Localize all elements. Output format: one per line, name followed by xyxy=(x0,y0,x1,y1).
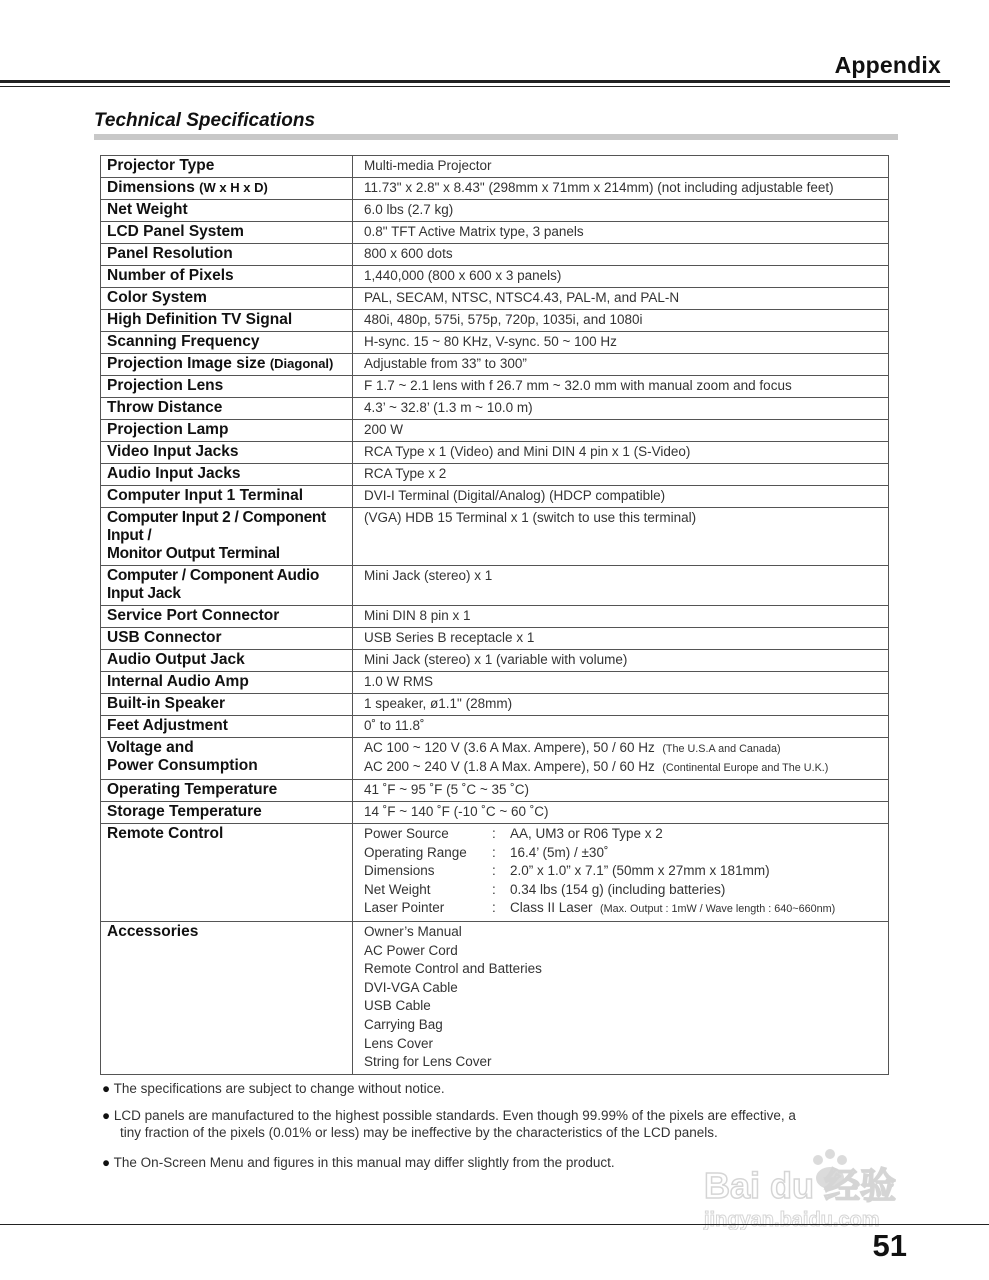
remote-spec-colon: : xyxy=(492,900,496,916)
spec-value: Multi-media Projector xyxy=(353,156,889,178)
spec-row-color-system xyxy=(101,288,889,310)
spec-value: DVI-I Terminal (Digital/Analog) (HDCP compatible) xyxy=(353,486,889,508)
note-item xyxy=(102,1080,888,1097)
spec-row-audio-input-jacks xyxy=(101,464,889,486)
accessory-item: String for Lens Cover xyxy=(364,1054,492,1070)
spec-label-line: Computer Input 2 / Component Input / xyxy=(107,509,326,544)
remote-spec-value xyxy=(510,899,882,919)
spec-row-projector-type xyxy=(101,156,889,178)
spec-value: 14 ˚F ~ 140 ˚F (-10 ˚C ~ 60 ˚C) xyxy=(353,802,889,824)
title-underline xyxy=(94,134,898,140)
spec-label xyxy=(101,178,353,200)
remote-spec-key: Operating Range xyxy=(364,844,467,860)
spec-label: Scanning Frequency xyxy=(101,332,353,354)
spec-value: Mini Jack (stereo) x 1 xyxy=(353,566,889,606)
remote-spec-row xyxy=(364,862,882,881)
paw-icon-dot xyxy=(837,1155,847,1165)
remote-spec-value: 0.34 lbs (154 g) (including batteries) xyxy=(510,881,726,897)
spec-row-projection-lens xyxy=(101,376,889,398)
spec-value: RCA Type x 2 xyxy=(353,464,889,486)
remote-spec-key: Net Weight xyxy=(364,881,431,897)
voltage-text: AC 200 ~ 240 V (1.8 A Max. Ampere), 50 / 60 Hz xyxy=(364,759,655,774)
spec-value: 4.3’ ~ 32.8’ (1.3 m ~ 10.0 m) xyxy=(353,398,889,420)
spec-value: 41 ˚F ~ 95 ˚F (5 ˚C ~ 35 ˚C) xyxy=(353,780,889,802)
spec-value: PAL, SECAM, NTSC, NTSC4.43, PAL-M, and PAL-N xyxy=(353,288,889,310)
spec-label: High Definition TV Signal xyxy=(101,310,353,332)
spec-label: Built-in Speaker xyxy=(101,694,353,716)
spec-label: Audio Input Jacks xyxy=(101,464,353,486)
spec-label: Internal Audio Amp xyxy=(101,672,353,694)
spec-label-line: Power Consumption xyxy=(107,757,258,774)
bullet-icon: ● xyxy=(102,1081,111,1096)
spec-row-service-port xyxy=(101,606,889,628)
accessory-item: Owner’s Manual xyxy=(364,923,462,939)
spec-row-projection-lamp xyxy=(101,420,889,442)
footer-rule xyxy=(0,1224,989,1225)
spec-value: (VGA) HDB 15 Terminal x 1 (switch to use this terminal) xyxy=(353,508,889,566)
spec-value: USB Series B receptacle x 1 xyxy=(353,628,889,650)
spec-value: 0˚ to 11.8˚ xyxy=(353,716,889,738)
section-heading: Appendix xyxy=(834,52,941,78)
voltage-region-note: (The U.S.A and Canada) xyxy=(662,743,781,755)
spec-value: 1 speaker, ø1.1" (28mm) xyxy=(353,694,889,716)
spec-label-text: Dimensions xyxy=(107,179,195,196)
spec-row-remote-control xyxy=(101,824,889,922)
spec-row-internal-audio-amp xyxy=(101,672,889,694)
note-text: The On-Screen Menu and figures in this manual may differ slightly from the product. xyxy=(113,1155,615,1170)
spec-label-note: (W x H x D) xyxy=(199,180,268,195)
spec-row-projection-image-size xyxy=(101,354,889,376)
spec-row-dimensions xyxy=(101,178,889,200)
spec-label: Throw Distance xyxy=(101,398,353,420)
spec-row-net-weight xyxy=(101,200,889,222)
remote-spec-row xyxy=(364,899,882,919)
spec-label: Operating Temperature xyxy=(101,780,353,802)
spec-label: Projection Lens xyxy=(101,376,353,398)
spec-label: Computer Input 1 Terminal xyxy=(101,486,353,508)
accessory-item: AC Power Cord xyxy=(364,942,458,958)
spec-label: Video Input Jacks xyxy=(101,442,353,464)
spec-row-video-input-jacks xyxy=(101,442,889,464)
spec-row-accessories xyxy=(101,921,889,1074)
accessory-item: Lens Cover xyxy=(364,1035,434,1051)
watermark-logo-text: Bai du 经验 xyxy=(704,1165,897,1206)
spec-row-hdtv-signal xyxy=(101,310,889,332)
bullet-icon: ● xyxy=(102,1108,111,1123)
baidu-watermark xyxy=(702,1138,932,1230)
spec-value: RCA Type x 1 (Video) and Mini DIN 4 pin x 1 (S-Video) xyxy=(353,442,889,464)
spec-label: Panel Resolution xyxy=(101,244,353,266)
spec-row-panel-resolution xyxy=(101,244,889,266)
spec-label: Accessories xyxy=(101,921,353,1074)
remote-spec-colon: : xyxy=(492,844,496,860)
spec-row-scanning-frequency xyxy=(101,332,889,354)
voltage-line xyxy=(364,739,882,758)
note-text: The specifications are subject to change without notice. xyxy=(113,1081,445,1096)
page-number: 51 xyxy=(872,1228,907,1263)
paw-icon-dot xyxy=(825,1149,835,1159)
remote-spec-key: Dimensions xyxy=(364,863,435,879)
spec-value xyxy=(353,738,889,780)
remote-spec-colon: : xyxy=(492,826,496,841)
header-rule xyxy=(0,80,950,83)
spec-value xyxy=(353,824,889,922)
spec-label: Computer / Component Audio Input Jack xyxy=(101,566,353,606)
note-item xyxy=(102,1107,888,1141)
spec-row-audio-output-jack xyxy=(101,650,889,672)
spec-label: Net Weight xyxy=(101,200,353,222)
note-text: LCD panels are manufactured to the highest possible standards. Even though 99.99% of the pixels are effective, a xyxy=(113,1108,796,1123)
remote-spec-value: AA, UM3 or R06 Type x 2 xyxy=(510,826,663,841)
spec-value: 1,440,000 (800 x 600 x 3 panels) xyxy=(353,266,889,288)
remote-spec-row xyxy=(364,844,882,863)
remote-spec-key: Power Source xyxy=(364,826,449,841)
accessory-item: DVI-VGA Cable xyxy=(364,979,458,995)
spec-row-built-in-speaker xyxy=(101,694,889,716)
accessory-item: USB Cable xyxy=(364,998,431,1014)
spec-row-usb-connector xyxy=(101,628,889,650)
spec-value: 11.73" x 2.8" x 8.43" (298mm x 71mm x 214mm) (not including adjustable feet) xyxy=(353,178,889,200)
spec-label-note: (Diagonal) xyxy=(269,356,334,371)
remote-spec-row xyxy=(364,825,882,844)
spec-value: 480i, 480p, 575i, 575p, 720p, 1035i, and 1080i xyxy=(353,310,889,332)
spec-value: 800 x 600 dots xyxy=(353,244,889,266)
watermark-url: jingyan.baidu.com xyxy=(704,1209,880,1230)
bullet-icon: ● xyxy=(102,1155,111,1170)
spec-value: 0.8" TFT Active Matrix type, 3 panels xyxy=(353,222,889,244)
remote-spec-value: 2.0” x 1.0” x 7.1” (50mm x 27mm x 181mm) xyxy=(510,863,770,879)
spec-row-number-of-pixels xyxy=(101,266,889,288)
spec-value xyxy=(353,921,889,1074)
spec-row-feet-adjustment xyxy=(101,716,889,738)
spec-row-audio-input-jack xyxy=(101,566,889,606)
spec-label: Storage Temperature xyxy=(101,802,353,824)
spec-row-lcd-panel-system xyxy=(101,222,889,244)
spec-value: H-sync. 15 ~ 80 KHz, V-sync. 50 ~ 100 Hz xyxy=(353,332,889,354)
accessory-item: Carrying Bag xyxy=(364,1016,443,1032)
spec-label-text: Projection Image size xyxy=(107,355,266,372)
remote-spec-value: 16.4’ (5m) / ±30˚ xyxy=(510,844,609,860)
spec-label: Feet Adjustment xyxy=(101,716,353,738)
spec-row-computer-input-2 xyxy=(101,508,889,566)
laser-class: Class II Laser xyxy=(510,900,593,916)
page-title: Technical Specifications xyxy=(94,110,316,131)
spec-row-voltage-power xyxy=(101,738,889,780)
voltage-line xyxy=(364,758,882,777)
spec-row-operating-temperature xyxy=(101,780,889,802)
spec-label xyxy=(101,354,353,376)
spec-label: LCD Panel System xyxy=(101,222,353,244)
remote-spec-colon: : xyxy=(492,863,496,879)
spec-label: Audio Output Jack xyxy=(101,650,353,672)
specifications-table xyxy=(100,155,889,1075)
spec-label-line: Voltage and xyxy=(107,739,194,756)
spec-label: USB Connector xyxy=(101,628,353,650)
spec-label-line: Monitor Output Terminal xyxy=(107,545,280,562)
remote-spec-key: Laser Pointer xyxy=(364,900,445,916)
accessory-item: Remote Control and Batteries xyxy=(364,961,542,977)
spec-value: 1.0 W RMS xyxy=(353,672,889,694)
voltage-text: AC 100 ~ 120 V (3.6 A Max. Ampere), 50 / 60 Hz xyxy=(364,740,655,755)
voltage-region-note: (Continental Europe and The U.K.) xyxy=(662,762,829,774)
spec-label: Projector Type xyxy=(101,156,353,178)
remote-spec-colon: : xyxy=(492,881,496,897)
spec-label: Color System xyxy=(101,288,353,310)
spec-row-storage-temperature xyxy=(101,802,889,824)
paw-icon-dot xyxy=(813,1155,823,1165)
note-text-continued: tiny fraction of the pixels (0.01% or less) may be ineffective by the characteristics of the LCD panels. xyxy=(120,1125,718,1140)
spec-row-computer-input-1 xyxy=(101,486,889,508)
spec-label: Number of Pixels xyxy=(101,266,353,288)
spec-value: Mini Jack (stereo) x 1 (variable with volume) xyxy=(353,650,889,672)
spec-value: Adjustable from 33” to 300” xyxy=(353,354,889,376)
spec-row-throw-distance xyxy=(101,398,889,420)
header-rule-thin xyxy=(0,86,950,87)
spec-value: 200 W xyxy=(353,420,889,442)
spec-value: 6.0 lbs (2.7 kg) xyxy=(353,200,889,222)
spec-label: Projection Lamp xyxy=(101,420,353,442)
laser-output-note: (Max. Output : 1mW / Wave length : 640~660nm) xyxy=(600,903,836,916)
spec-label: Remote Control xyxy=(101,824,353,922)
spec-label xyxy=(101,738,353,780)
spec-value: F 1.7 ~ 2.1 lens with f 26.7 mm ~ 32.0 mm with manual zoom and focus xyxy=(353,376,889,398)
spec-label xyxy=(101,508,353,566)
remote-spec-row xyxy=(364,881,882,900)
spec-value: Mini DIN 8 pin x 1 xyxy=(353,606,889,628)
spec-label: Service Port Connector xyxy=(101,606,353,628)
